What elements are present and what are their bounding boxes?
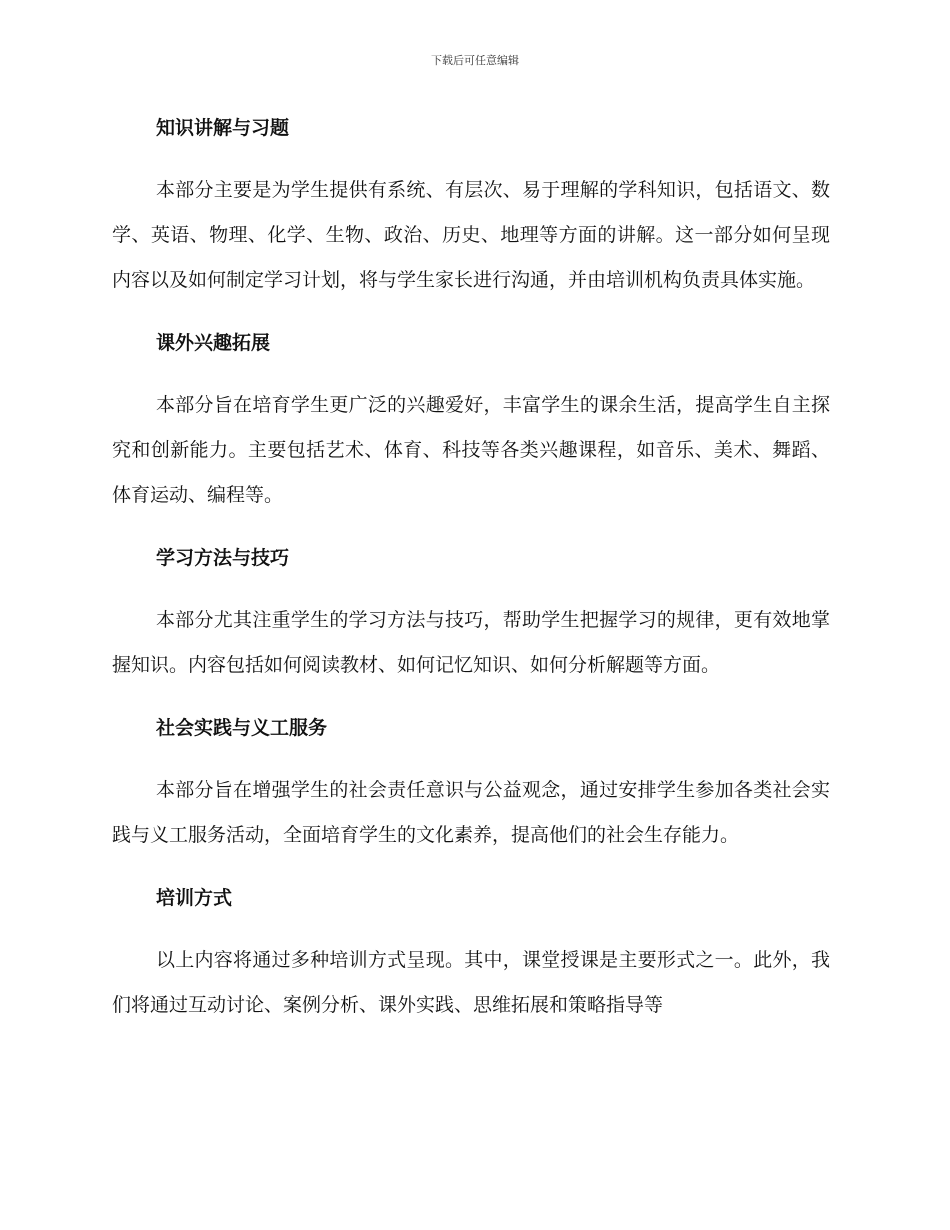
document-content <box>112 110 830 1050</box>
section-heading: 社会实践与义工服务 <box>156 717 328 739</box>
page-header-note: 下载后可任意编辑 <box>431 54 519 67</box>
section-methods <box>112 540 830 688</box>
section-paragraph: 本部分旨在培育学生更广泛的兴趣爱好，丰富学生的课余生活，提高学生自主探究和创新能力。主要包括艺术、体育、科技等各类兴趣课程，如音乐、美术、舞蹈、体育运动、编程等。 <box>112 394 830 506</box>
section-knowledge <box>112 110 830 303</box>
section-paragraph: 以上内容将通过多种培训方式呈现。其中，课堂授课是主要形式之一。此外，我们将通过互动讨论、案例分析、课外实践、思维拓展和策略指导等 <box>112 949 830 1016</box>
section-heading: 学习方法与技巧 <box>156 547 290 569</box>
section-heading: 培训方式 <box>156 887 233 909</box>
section-interests <box>112 325 830 518</box>
section-paragraph: 本部分尤其注重学生的学习方法与技巧，帮助学生把握学习的规律，更有效地掌握知识。内容包括如何阅读教材、如何记忆知识、如何分析解题等方面。 <box>112 609 830 676</box>
section-paragraph: 本部分主要是为学生提供有系统、有层次、易于理解的学科知识，包括语文、数学、英语、物理、化学、生物、政治、历史、地理等方面的讲解。这一部分如何呈现内容以及如何制定学习计划，将与学生家长进行沟通，并由培训机构负责具体实施。 <box>112 179 830 291</box>
section-heading: 知识讲解与习题 <box>156 117 290 139</box>
section-training-methods <box>112 880 830 1028</box>
section-social-practice <box>112 710 830 858</box>
section-paragraph: 本部分旨在增强学生的社会责任意识与公益观念，通过安排学生参加各类社会实践与义工服务活动，全面培育学生的文化素养，提高他们的社会生存能力。 <box>112 779 830 846</box>
section-heading: 课外兴趣拓展 <box>156 332 271 354</box>
